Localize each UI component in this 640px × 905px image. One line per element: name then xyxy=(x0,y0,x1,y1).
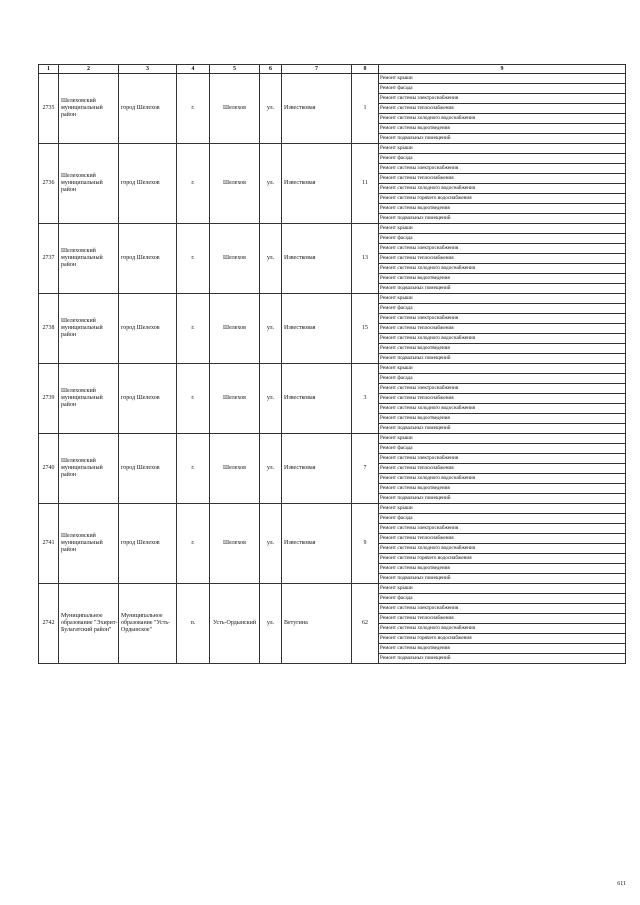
district-name: Шелеховский муниципальный район xyxy=(59,74,119,144)
street-name: Известковая xyxy=(282,364,352,434)
locality-type: г. xyxy=(177,144,210,224)
header-col-5: 5 xyxy=(210,65,260,74)
repair-work-item: Ремонт системы холодного водоснабжения xyxy=(379,264,626,274)
repair-work-item: Ремонт системы теплоснабжения xyxy=(379,254,626,264)
record-number: 2736 xyxy=(39,144,59,224)
locality-name: Муниципальное образование "Усть-Ордынское" xyxy=(119,584,177,664)
district-name: Шелеховский муниципальный район xyxy=(59,294,119,364)
repair-work-item: Ремонт системы теплоснабжения xyxy=(379,614,626,624)
district-name: Шелеховский муниципальный район xyxy=(59,364,119,434)
locality-type: п. xyxy=(177,584,210,664)
street-name: Известковая xyxy=(282,74,352,144)
repair-work-item: Ремонт подвальных помещений xyxy=(379,214,626,224)
locality-type: г. xyxy=(177,434,210,504)
table-row xyxy=(39,364,626,374)
house-number: 11 xyxy=(352,144,379,224)
district-name: Шелеховский муниципальный район xyxy=(59,144,119,224)
repair-work-item: Ремонт фасада xyxy=(379,304,626,314)
table-row xyxy=(39,504,626,514)
city-name: Шелехов xyxy=(210,434,260,504)
repair-work-item: Ремонт системы холодного водоснабжения xyxy=(379,114,626,124)
repair-work-item: Ремонт крыши xyxy=(379,74,626,84)
street-type: ул. xyxy=(260,584,282,664)
street-type: ул. xyxy=(260,224,282,294)
locality-type: г. xyxy=(177,504,210,584)
city-name: Шелехов xyxy=(210,224,260,294)
repair-work-item: Ремонт фасада xyxy=(379,234,626,244)
locality-name: город Шелехов xyxy=(119,364,177,434)
locality-type: г. xyxy=(177,224,210,294)
repair-work-item: Ремонт крыши xyxy=(379,144,626,154)
city-name: Шелехов xyxy=(210,364,260,434)
locality-type: г. xyxy=(177,74,210,144)
street-name: Известковая xyxy=(282,294,352,364)
repair-work-item: Ремонт системы электроснабжения xyxy=(379,454,626,464)
repair-work-item: Ремонт системы теплоснабжения xyxy=(379,324,626,334)
street-name: Известковая xyxy=(282,504,352,584)
record-number: 2737 xyxy=(39,224,59,294)
repair-work-item: Ремонт системы холодного водоснабжения xyxy=(379,624,626,634)
repair-work-item: Ремонт системы теплоснабжения xyxy=(379,174,626,184)
header-row xyxy=(39,65,626,74)
repair-work-item: Ремонт крыши xyxy=(379,504,626,514)
city-name: Шелехов xyxy=(210,144,260,224)
city-name: Шелехов xyxy=(210,504,260,584)
repair-work-item: Ремонт системы холодного водоснабжения xyxy=(379,334,626,344)
header-col-8: 8 xyxy=(352,65,379,74)
repair-work-item: Ремонт системы водоотведения xyxy=(379,564,626,574)
table-row xyxy=(39,144,626,154)
repair-work-item: Ремонт крыши xyxy=(379,364,626,374)
table-row xyxy=(39,434,626,444)
header-col-7: 7 xyxy=(282,65,352,74)
capital-repair-table xyxy=(38,64,626,664)
repair-work-item: Ремонт системы холодного водоснабжения xyxy=(379,184,626,194)
header-col-4: 4 xyxy=(177,65,210,74)
repair-work-item: Ремонт системы водоотведения xyxy=(379,274,626,284)
locality-type: г. xyxy=(177,294,210,364)
city-name: Шелехов xyxy=(210,74,260,144)
house-number: 62 xyxy=(352,584,379,664)
header-col-9: 9 xyxy=(379,65,626,74)
district-name: Муниципальное образование "Эхирит-Булагатский район" xyxy=(59,584,119,664)
repair-work-item: Ремонт системы водоотведения xyxy=(379,484,626,494)
locality-type: г. xyxy=(177,364,210,434)
repair-work-item: Ремонт фасада xyxy=(379,444,626,454)
locality-name: город Шелехов xyxy=(119,294,177,364)
district-name: Шелеховский муниципальный район xyxy=(59,224,119,294)
street-type: ул. xyxy=(260,504,282,584)
repair-work-item: Ремонт системы водоотведения xyxy=(379,414,626,424)
record-number: 2741 xyxy=(39,504,59,584)
repair-work-item: Ремонт крыши xyxy=(379,584,626,594)
repair-work-item: Ремонт системы теплоснабжения xyxy=(379,394,626,404)
street-type: ул. xyxy=(260,364,282,434)
repair-work-item: Ремонт подвальных помещений xyxy=(379,354,626,364)
repair-work-item: Ремонт подвальных помещений xyxy=(379,284,626,294)
repair-work-item: Ремонт фасада xyxy=(379,514,626,524)
repair-work-item: Ремонт системы электроснабжения xyxy=(379,244,626,254)
table-row xyxy=(39,74,626,84)
house-number: 1 xyxy=(352,74,379,144)
locality-name: город Шелехов xyxy=(119,224,177,294)
house-number: 13 xyxy=(352,224,379,294)
header-col-6: 6 xyxy=(260,65,282,74)
house-number: 9 xyxy=(352,504,379,584)
street-type: ул. xyxy=(260,294,282,364)
repair-work-item: Ремонт системы теплоснабжения xyxy=(379,104,626,114)
repair-work-item: Ремонт фасада xyxy=(379,154,626,164)
repair-work-item: Ремонт подвальных помещений xyxy=(379,494,626,504)
table-row xyxy=(39,224,626,234)
repair-work-item: Ремонт системы электроснабжения xyxy=(379,604,626,614)
street-type: ул. xyxy=(260,144,282,224)
house-number: 7 xyxy=(352,434,379,504)
repair-work-item: Ремонт крыши xyxy=(379,294,626,304)
repair-work-item: Ремонт фасада xyxy=(379,84,626,94)
repair-work-item: Ремонт системы теплоснабжения xyxy=(379,464,626,474)
locality-name: город Шелехов xyxy=(119,144,177,224)
repair-work-item: Ремонт системы водоотведения xyxy=(379,124,626,134)
repair-work-item: Ремонт системы горячего водоснабжения xyxy=(379,554,626,564)
house-number: 3 xyxy=(352,364,379,434)
header-col-2: 2 xyxy=(59,65,119,74)
repair-work-item: Ремонт системы водоотведения xyxy=(379,344,626,354)
street-name: Известковая xyxy=(282,434,352,504)
repair-work-item: Ремонт системы холодного водоснабжения xyxy=(379,404,626,414)
record-number: 2740 xyxy=(39,434,59,504)
table-row xyxy=(39,584,626,594)
repair-work-item: Ремонт подвальных помещений xyxy=(379,654,626,664)
record-number: 2738 xyxy=(39,294,59,364)
house-number: 15 xyxy=(352,294,379,364)
header-col-3: 3 xyxy=(119,65,177,74)
locality-name: город Шелехов xyxy=(119,434,177,504)
table-row xyxy=(39,294,626,304)
street-name: Известковая xyxy=(282,144,352,224)
record-number: 2742 xyxy=(39,584,59,664)
city-name: Усть-Ордынский xyxy=(210,584,260,664)
repair-work-item: Ремонт системы электроснабжения xyxy=(379,384,626,394)
locality-name: город Шелехов xyxy=(119,504,177,584)
repair-work-item: Ремонт фасада xyxy=(379,374,626,384)
repair-work-item: Ремонт системы горячего водоснабжения xyxy=(379,194,626,204)
city-name: Шелехов xyxy=(210,294,260,364)
district-name: Шелеховский муниципальный район xyxy=(59,504,119,584)
repair-work-item: Ремонт крыши xyxy=(379,224,626,234)
repair-work-item: Ремонт системы теплоснабжения xyxy=(379,534,626,544)
page-number: 611 xyxy=(617,881,626,887)
street-name: Ветугина xyxy=(282,584,352,664)
repair-work-item: Ремонт системы электроснабжения xyxy=(379,314,626,324)
locality-name: город Шелехов xyxy=(119,74,177,144)
street-name: Известковая xyxy=(282,224,352,294)
repair-work-item: Ремонт подвальных помещений xyxy=(379,574,626,584)
repair-work-item: Ремонт системы водоотведения xyxy=(379,644,626,654)
repair-work-item: Ремонт системы холодного водоснабжения xyxy=(379,474,626,484)
repair-work-item: Ремонт системы горячего водоснабжения xyxy=(379,634,626,644)
record-number: 2735 xyxy=(39,74,59,144)
repair-work-item: Ремонт системы водоотведения xyxy=(379,204,626,214)
table-body xyxy=(39,74,626,664)
repair-work-item: Ремонт системы электроснабжения xyxy=(379,164,626,174)
street-type: ул. xyxy=(260,74,282,144)
header-col-1: 1 xyxy=(39,65,59,74)
repair-work-item: Ремонт подвальных помещений xyxy=(379,134,626,144)
repair-work-item: Ремонт системы холодного водоснабжения xyxy=(379,544,626,554)
repair-work-item: Ремонт системы электроснабжения xyxy=(379,94,626,104)
street-type: ул. xyxy=(260,434,282,504)
repair-work-item: Ремонт системы электроснабжения xyxy=(379,524,626,534)
repair-work-item: Ремонт подвальных помещений xyxy=(379,424,626,434)
district-name: Шелеховский муниципальный район xyxy=(59,434,119,504)
record-number: 2739 xyxy=(39,364,59,434)
repair-work-item: Ремонт фасада xyxy=(379,594,626,604)
repair-work-item: Ремонт крыши xyxy=(379,434,626,444)
